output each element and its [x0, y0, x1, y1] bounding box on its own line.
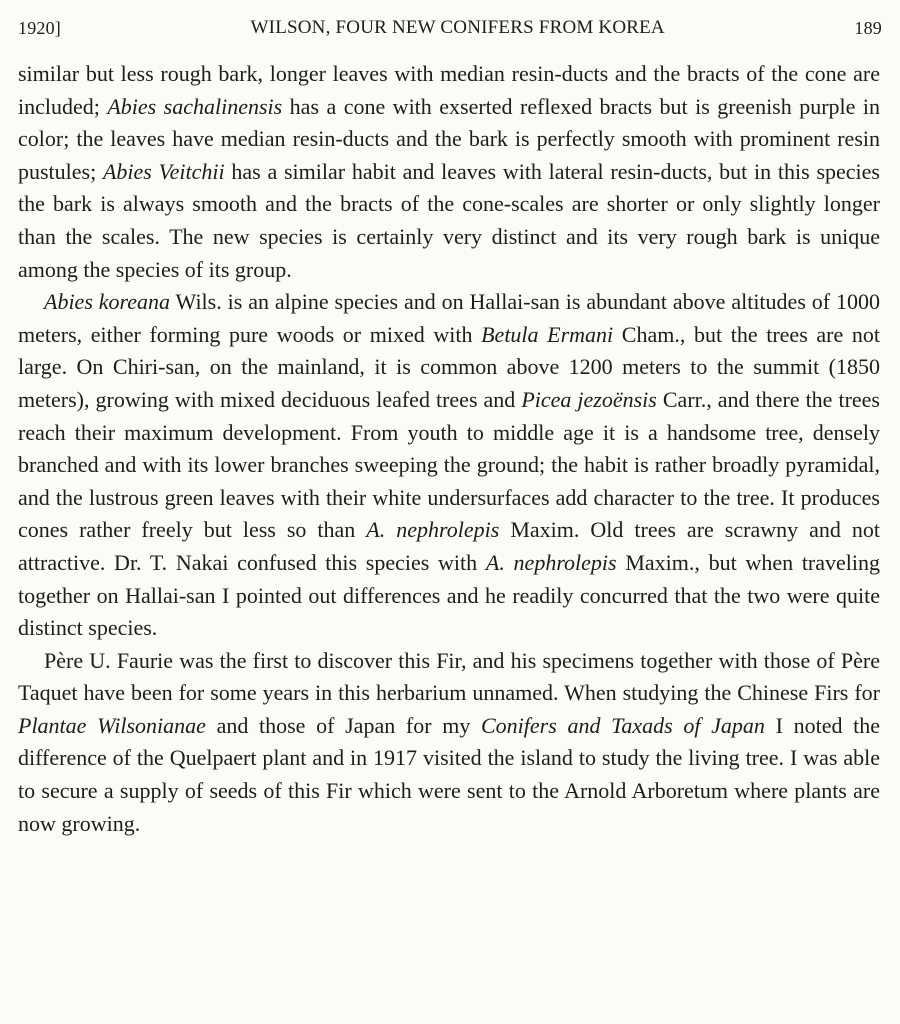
- header-year: 1920]: [18, 17, 61, 38]
- text-run: similar but less rough bark, longer leaves with median resin-ducts and the bracts of the cone are included;: [18, 61, 880, 119]
- text-run: Cham., but the trees are not large. On Chiri-san, on the mainland, it is common above 1200 meters to the summit (1850 meters), growing with mixed deciduous leafed trees and: [18, 321, 880, 412]
- text-run: has a cone with exserted reflexed bracts but is greenish purple in color; the leaves have median resin-ducts and the bark is perfectly smooth with prominent resin pustules;: [18, 93, 880, 184]
- italic-term: Betula Ermani: [481, 321, 614, 347]
- italic-term: Picea jezoënsis: [521, 386, 657, 412]
- text-run: Maxim., but when traveling together on Hallai-san I pointed out differences and he readily concurred that the two were quite distinct species.: [18, 549, 881, 641]
- page-number: 189: [854, 17, 882, 38]
- text-run: and those of Japan for my: [205, 712, 481, 738]
- text-run: Père U. Faurie was the first to discover this Fir, and his specimens together with those of Père Taquet have been for some years in this herbarium unnamed. When studying the Chinese Firs for: [18, 647, 880, 706]
- body-text: [18, 58, 880, 840]
- italic-term: Conifers and Taxads of Japan: [481, 712, 765, 738]
- paragraph: [18, 58, 880, 286]
- paragraph: [18, 645, 880, 841]
- text-run: I noted the difference of the Quelpaert plant and in 1917 visited the island to study the living tree. I was able to secure a supply of seeds of this Fir which were sent to the Arnold Arboretum where plants are now growing.: [18, 712, 881, 836]
- text-run: has a similar habit and leaves with lateral resin-ducts, but in this species the bark is always smooth and the bracts of the cone-scales are shorter or only slightly longer than the scales. The new species is certainly very distinct and its very rough bark is unique among the species of its group.: [18, 158, 880, 282]
- header-title: WILSON, FOUR NEW CONIFERS FROM KOREA: [250, 17, 665, 38]
- text-run: Carr., and there the trees reach their maximum development. From youth to middle age it is a handsome tree, densely branched and with its lower branches sweeping the ground; the habit is rather broadly pyramidal, and the lustrous green leaves with their white undersurfaces add character to the tree. It produces cones rather freely but less so than: [18, 386, 880, 543]
- italic-term: Abies Veitchii: [102, 158, 225, 184]
- italic-term: Abies koreana: [44, 289, 171, 315]
- text-run: Wils. is an alpine species and on Hallai-san is abundant above altitudes of 1000 meters, either forming pure woods or mixed with: [18, 289, 880, 347]
- italic-term: A. nephrolepis: [366, 517, 500, 543]
- italic-term: Plantae Wilsonianae: [18, 712, 206, 738]
- paragraph: [18, 286, 880, 645]
- italic-term: Abies sachalinensis: [107, 93, 283, 119]
- italic-term: A. nephrolepis: [485, 549, 617, 575]
- running-header: [18, 14, 882, 42]
- text-run: Maxim. Old trees are scrawny and not attractive. Dr. T. Nakai confused this species with: [18, 517, 880, 575]
